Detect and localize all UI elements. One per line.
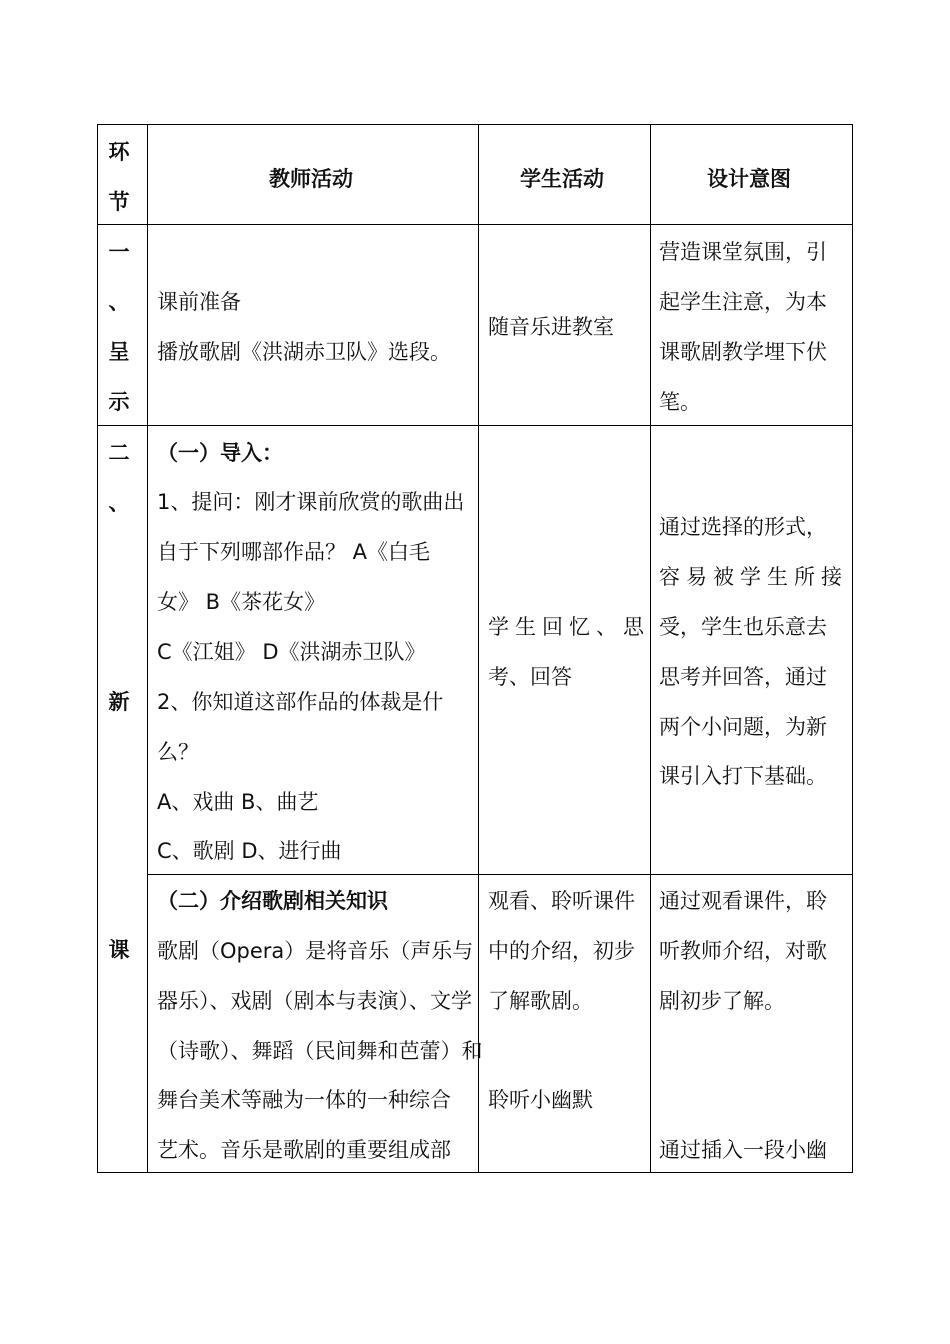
row1-student-line-1: 随音乐进教室 xyxy=(488,315,614,339)
row2-stage-char-3: 新 xyxy=(108,690,130,714)
row2a-teacher-line-3: 女》 B《茶花女》 xyxy=(157,590,326,614)
row2a-teacher-line-7: A、戏曲 B、曲艺 xyxy=(157,790,319,814)
row1-stage-char-3: 呈 xyxy=(108,340,130,364)
row2b-design-line-6: 通过插入一段小幽 xyxy=(659,1138,827,1162)
row2a-teacher-line-6: 么？ xyxy=(157,740,199,764)
row2b-design-line-2: 听教师介绍，对歌 xyxy=(659,939,827,963)
row1-design-line-1: 营造课堂氛围，引 xyxy=(659,240,827,264)
row1-stage-char-2: 、 xyxy=(108,290,130,314)
header-stage-char-2: 节 xyxy=(108,190,130,214)
row1-design-line-2: 起学生注意，为本 xyxy=(659,290,827,314)
row2b-teacher-line-3: （诗歌）、舞蹈（民间舞和芭蕾）和 xyxy=(157,1039,483,1063)
row2a-design-line-5: 两个小问题，为新 xyxy=(659,715,827,739)
row2a-teacher-title: （一）导入： xyxy=(157,441,283,465)
row2a-teacher-line-8: C、歌剧 D、进行曲 xyxy=(157,839,342,863)
header-stage-char-1: 环 xyxy=(108,140,130,164)
row2a-student-line-1: 学生回忆、思 xyxy=(488,615,650,639)
row2b-teacher-line-1: 歌剧（Opera）是将音乐（声乐与 xyxy=(157,939,474,963)
row2b-teacher-line-5: 艺术。音乐是歌剧的重要组成部 xyxy=(157,1138,451,1162)
row1-design-line-4: 笔。 xyxy=(659,390,701,414)
row2a-teacher-line-1: 1、提问：刚才课前欣赏的歌曲出 xyxy=(157,490,465,514)
row2b-design-line-1: 通过观看课件，聆 xyxy=(659,889,827,913)
header-teacher-activity: 教师活动 xyxy=(269,167,353,191)
row2b-student-line-1: 观看、聆听课件 xyxy=(488,889,635,913)
row2a-design-line-6: 课引入打下基础。 xyxy=(659,764,827,788)
row2a-teacher-line-2: 自于下列哪部作品？ A《白毛 xyxy=(157,540,431,564)
row2a-teacher-line-4: C《江姐》 D《洪湖赤卫队》 xyxy=(157,640,426,664)
row2b-student-line-3: 了解歌剧。 xyxy=(488,989,593,1013)
row2b-teacher-title: （二）介绍歌剧相关知识 xyxy=(157,889,388,913)
row2a-teacher-line-5: 2、你知道这部作品的体裁是什 xyxy=(157,690,444,714)
row1-design-line-3: 课歌剧教学埋下伏 xyxy=(659,340,827,364)
row2a-design-line-4: 思考并回答，通过 xyxy=(659,665,827,689)
row2b-design-line-3: 剧初步了解。 xyxy=(659,989,785,1013)
row2-stage-char-2: 、 xyxy=(108,491,130,515)
header-student-activity: 学生活动 xyxy=(520,167,604,191)
row2a-student-line-2: 考、回答 xyxy=(488,665,572,689)
row1-stage-char-4: 示 xyxy=(108,390,130,414)
row2a-design-line-2: 容易被学生所接 xyxy=(659,565,848,589)
row2b-student-line-5: 聆听小幽默 xyxy=(488,1088,593,1112)
row2-stage-char-4: 课 xyxy=(108,938,130,962)
row2-stage-char-1: 二 xyxy=(108,441,130,465)
row2b-student-line-2: 中的介绍，初步 xyxy=(488,939,635,963)
row1-teacher-line-2: 播放歌剧《洪湖赤卫队》选段。 xyxy=(157,340,451,364)
row2a-design-line-1: 通过选择的形式， xyxy=(659,515,827,539)
row2b-teacher-line-2: 器乐）、戏剧（剧本与表演）、文学 xyxy=(157,989,472,1013)
row1-teacher-line-1: 课前准备 xyxy=(157,290,241,314)
header-design-intent: 设计意图 xyxy=(707,167,791,191)
row2a-design-line-3: 受，学生也乐意去 xyxy=(659,615,827,639)
row1-stage-char-1: 一 xyxy=(108,240,130,264)
row2b-teacher-line-4: 舞台美术等融为一体的一种综合 xyxy=(157,1088,451,1112)
